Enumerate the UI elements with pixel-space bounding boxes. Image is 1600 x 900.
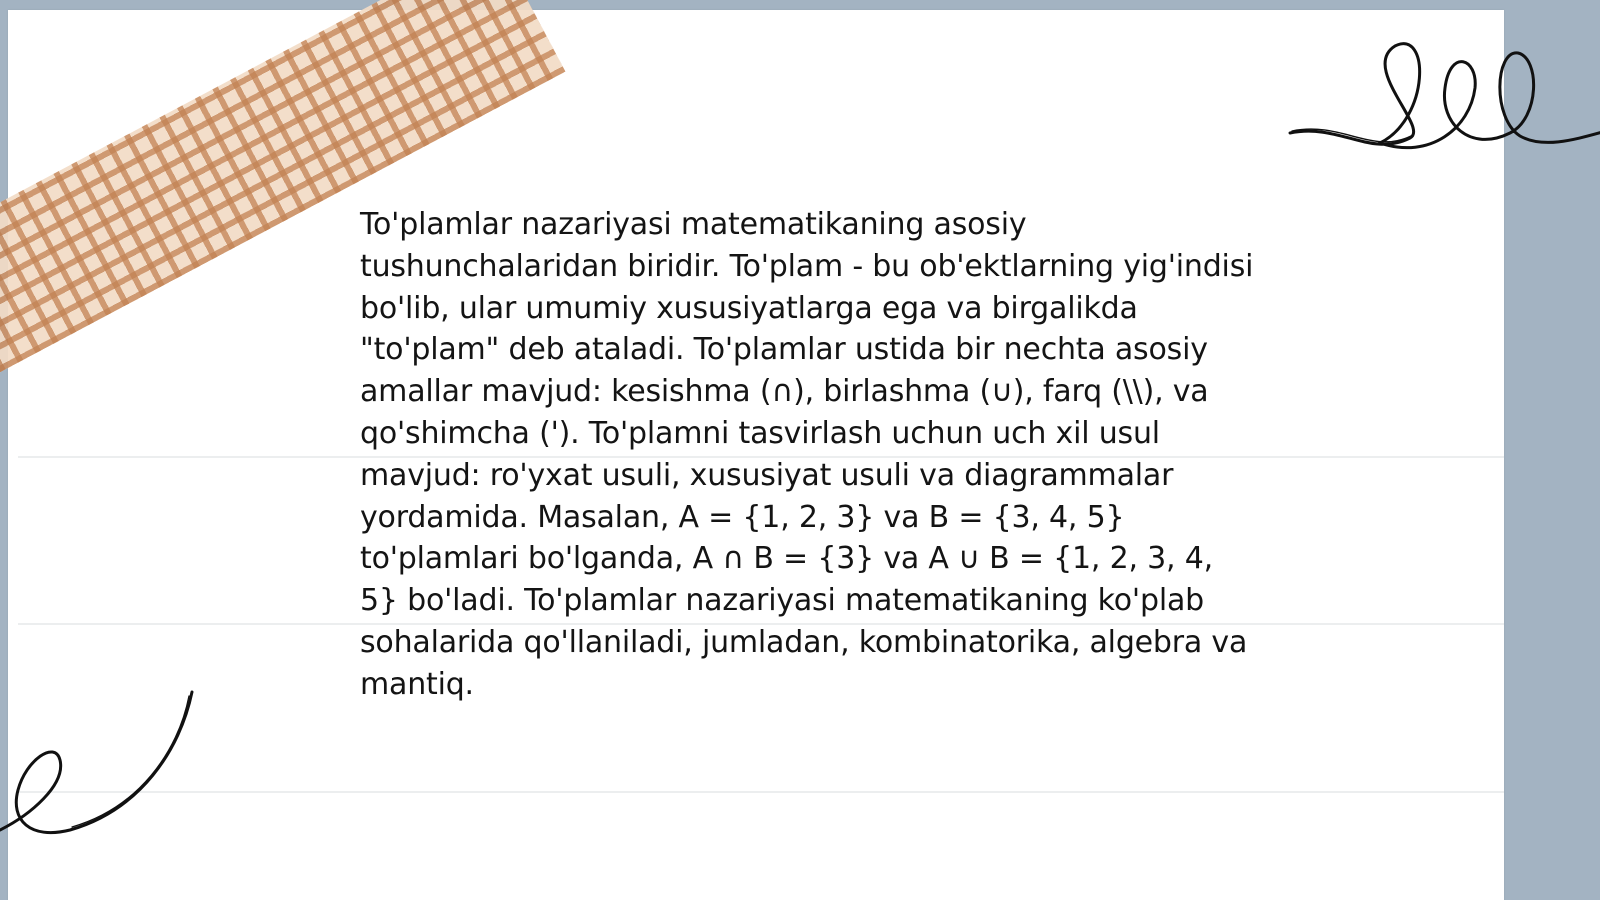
- squiggle-bottom-left-decoration: [0, 690, 200, 850]
- paper-line: [18, 791, 1504, 793]
- squiggle-top-right-decoration: [1280, 28, 1600, 168]
- body-paragraph: To'plamlar nazariyasi matematikaning asosiy tushunchalaridan biridir. To'plam - bu ob'ektlarning yig'indisi bo'lib, ular umumiy xususiyatlarga ega va birgalikda "to'plam" deb ataladi. To'plamlar ustida bir nechta asosiy amallar mavjud: kesishma (∩), birlashma (∪), farq (\\), va qo'shimcha ('). To'plamni tasvirlash uchun uch xil usul mavjud: ro'yxat usuli, xususiyat usuli va diagrammalar yordamida. Masalan, A = {1, 2, 3} va B = {3, 4, 5} to'plamlari bo'lganda, A ∩ B = {3} va A ∪ B = {1, 2, 3, 4, 5} bo'ladi. To'plamlar nazariyasi matematikaning ko'plab sohalarida qo'llaniladi, jumladan, kombinatorika, algebra va mantiq.: [360, 207, 1254, 702]
